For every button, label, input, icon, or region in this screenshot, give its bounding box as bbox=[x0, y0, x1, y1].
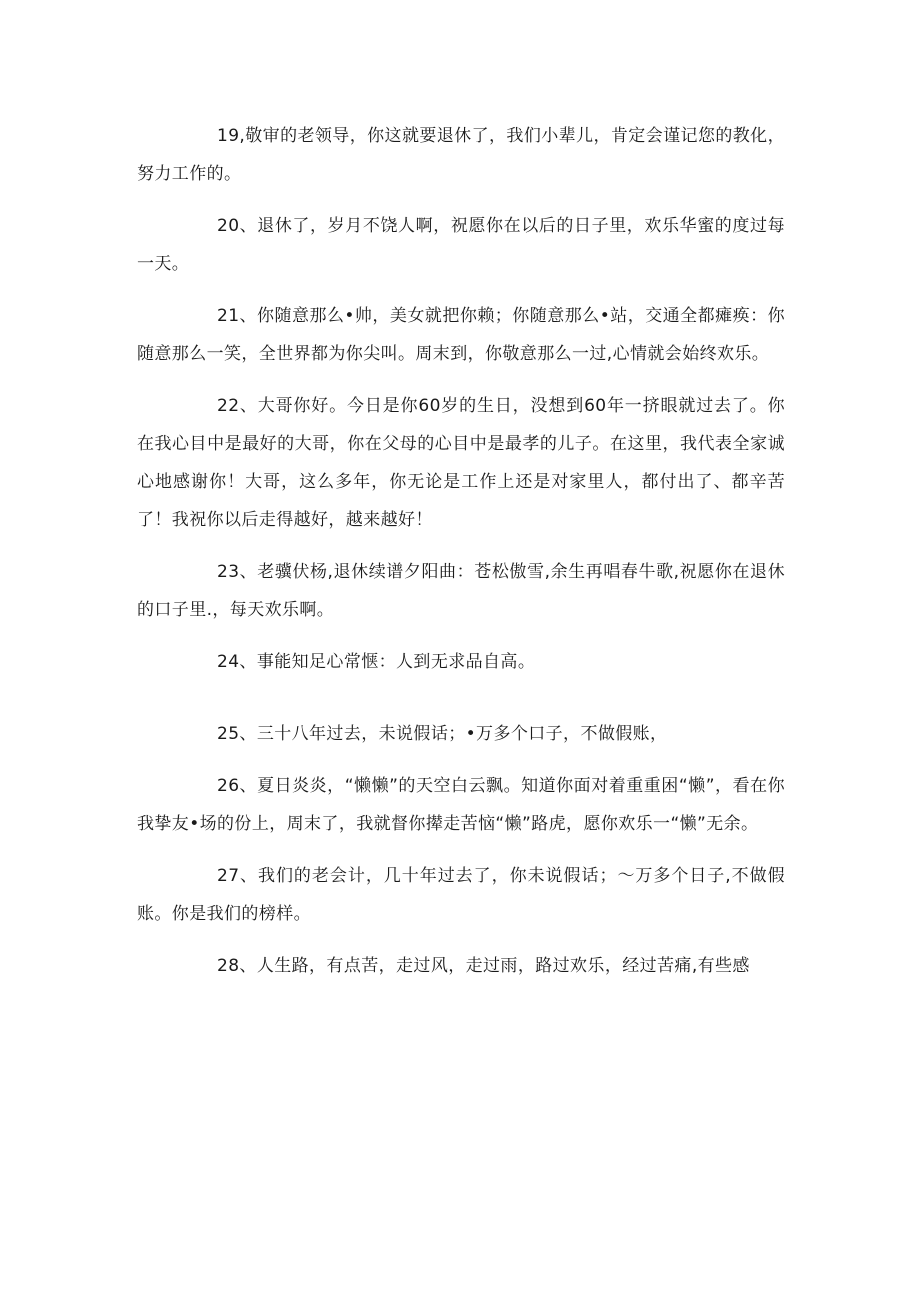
paragraph-23: 23、老骥伏杨,退休续谱夕阳曲：苍松傲雪,余生再唱春牛歌,祝愿你在退休的口子里.，每天欢乐啊。 bbox=[137, 562, 785, 620]
paragraph-19: 19,敬审的老领导，你这就要退休了，我们小辈儿，肯定会谨记您的教化，努力工作的。 bbox=[137, 126, 785, 184]
paragraph-24: 24、事能知足心常惬：人到无求品自高。 bbox=[217, 652, 536, 672]
paragraph-20: 20、退休了，岁月不饶人啊，祝愿你在以后的日子里，欢乐华蜜的度过每一天。 bbox=[137, 216, 785, 274]
paragraph-25: 25、三十八年过去，未说假话；•万多个口子，不做假账， bbox=[217, 724, 668, 744]
paragraph-28: 28、人生路，有点苦，走过风，走过雨，路过欢乐，经过苦痛,有些感 bbox=[217, 956, 750, 976]
paragraph-26: 26、夏日炎炎，“懒懒”的天空白云飘。知道你面对着重重困“懒”，看在你我挚友•场的份上，周末了，我就督你撵走苦恼“懒”路虎，愿你欢乐一“懒”无余。 bbox=[137, 776, 785, 834]
paragraph-21: 21、你随意那么•帅，美女就把你赖；你随意那么•站，交通全都瘫痪：你随意那么一笑，全世界都为你尖叫。周末到，你敬意那么一过,心情就会始终欢乐。 bbox=[137, 306, 785, 364]
paragraph-22: 22、大哥你好。今日是你60岁的生日，没想到60年一挤眼就过去了。你在我心目中是最好的大哥，你在父母的心目中是最孝的儿子。在这里，我代表全家诚心地感谢你！大哥，这么多年，你无论是工作上还是对家里人，都付出了、都辛苦了！我祝你以后走得越好，越来越好！ bbox=[137, 396, 785, 530]
paragraph-27: 27、我们的老会计，几十年过去了，你未说假话；～万多个日子,不做假账。你是我们的榜样。 bbox=[137, 866, 785, 924]
document-body bbox=[137, 117, 785, 985]
